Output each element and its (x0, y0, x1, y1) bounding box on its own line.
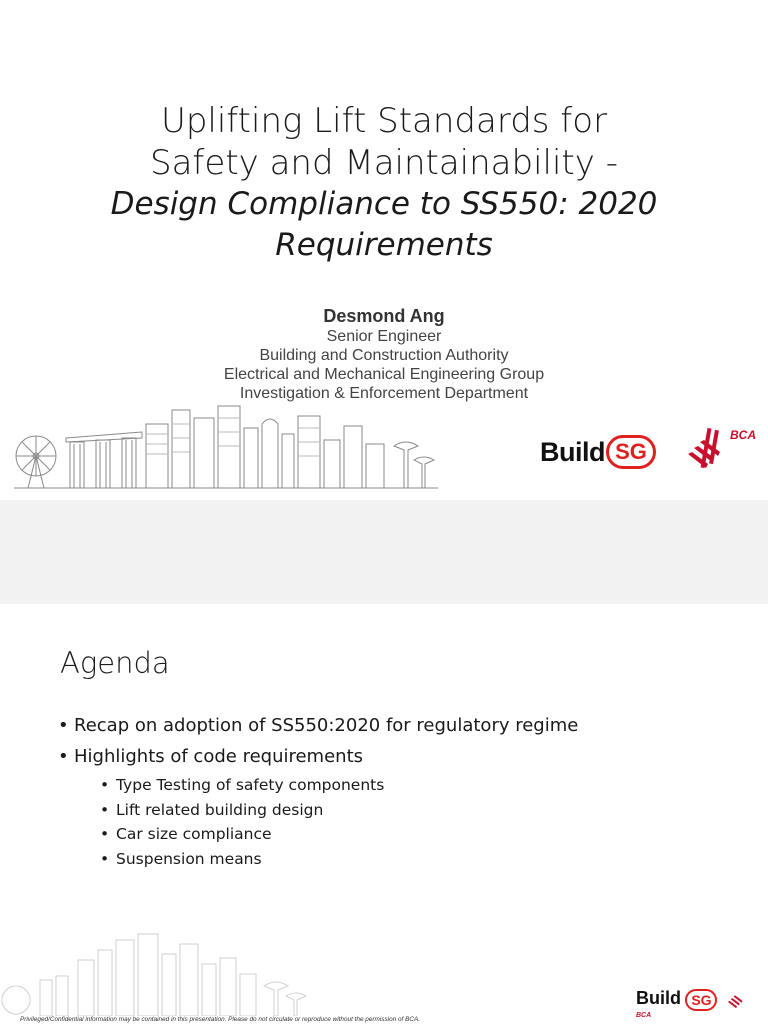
slide-title (0, 100, 768, 266)
title-line-2: Safety and Maintainability - (150, 143, 618, 183)
presenter-block (0, 305, 768, 403)
title-slide (0, 0, 768, 500)
footer-sg-wordmark: SG (685, 989, 717, 1011)
presenter-name: Desmond Ang (323, 306, 445, 326)
bca-logo-icon (684, 424, 732, 476)
sg-wordmark: SG (606, 435, 656, 469)
agenda-subitem: • Car size compliance (100, 822, 578, 847)
bca-wordmark: BCA (730, 428, 756, 442)
agenda-item-label: Highlights of code requirements (74, 746, 364, 767)
agenda-subitem: • Suspension means (100, 847, 578, 872)
agenda-subitem: • Type Testing of safety components (100, 773, 578, 798)
presenter-title: Senior Engineer (326, 328, 442, 345)
agenda-item: • Recap on adoption of SS550:2020 for regulatory regime (58, 714, 578, 738)
presenter-organization: Building and Construction Authority (259, 347, 509, 364)
agenda-sublist (100, 773, 578, 871)
logo-group (540, 418, 756, 490)
subtitle-line-2: Requirements (275, 227, 493, 263)
footer-buildsg-logo (636, 988, 756, 1022)
buildsg-logo (540, 432, 656, 472)
agenda-list (58, 714, 578, 878)
footer-bca-logo-icon (726, 988, 748, 1012)
subtitle-line-1: Design Compliance to SS550: 2020 (110, 186, 658, 222)
agenda-slide (0, 604, 768, 1024)
footer-build-wordmark: Build (636, 988, 681, 1009)
footer-skyline-illustration (0, 930, 310, 1016)
confidentiality-note: Privileged/Confidential information may be contained in this presentation. Please do not circulate or reproduce without the permission of BCA. (20, 1016, 420, 1023)
build-wordmark: Build (540, 436, 605, 467)
footer-bca-wordmark: BCA (636, 1012, 652, 1019)
presenter-department: Investigation & Enforcement Department (239, 385, 529, 402)
agenda-item (58, 745, 578, 871)
agenda-heading: Agenda (60, 646, 170, 680)
singapore-skyline-illustration (14, 404, 438, 490)
title-line-1: Uplifting Lift Standards for (160, 101, 608, 141)
agenda-subitem: • Lift related building design (100, 798, 578, 823)
presenter-group: Electrical and Mechanical Engineering Group (223, 366, 545, 383)
